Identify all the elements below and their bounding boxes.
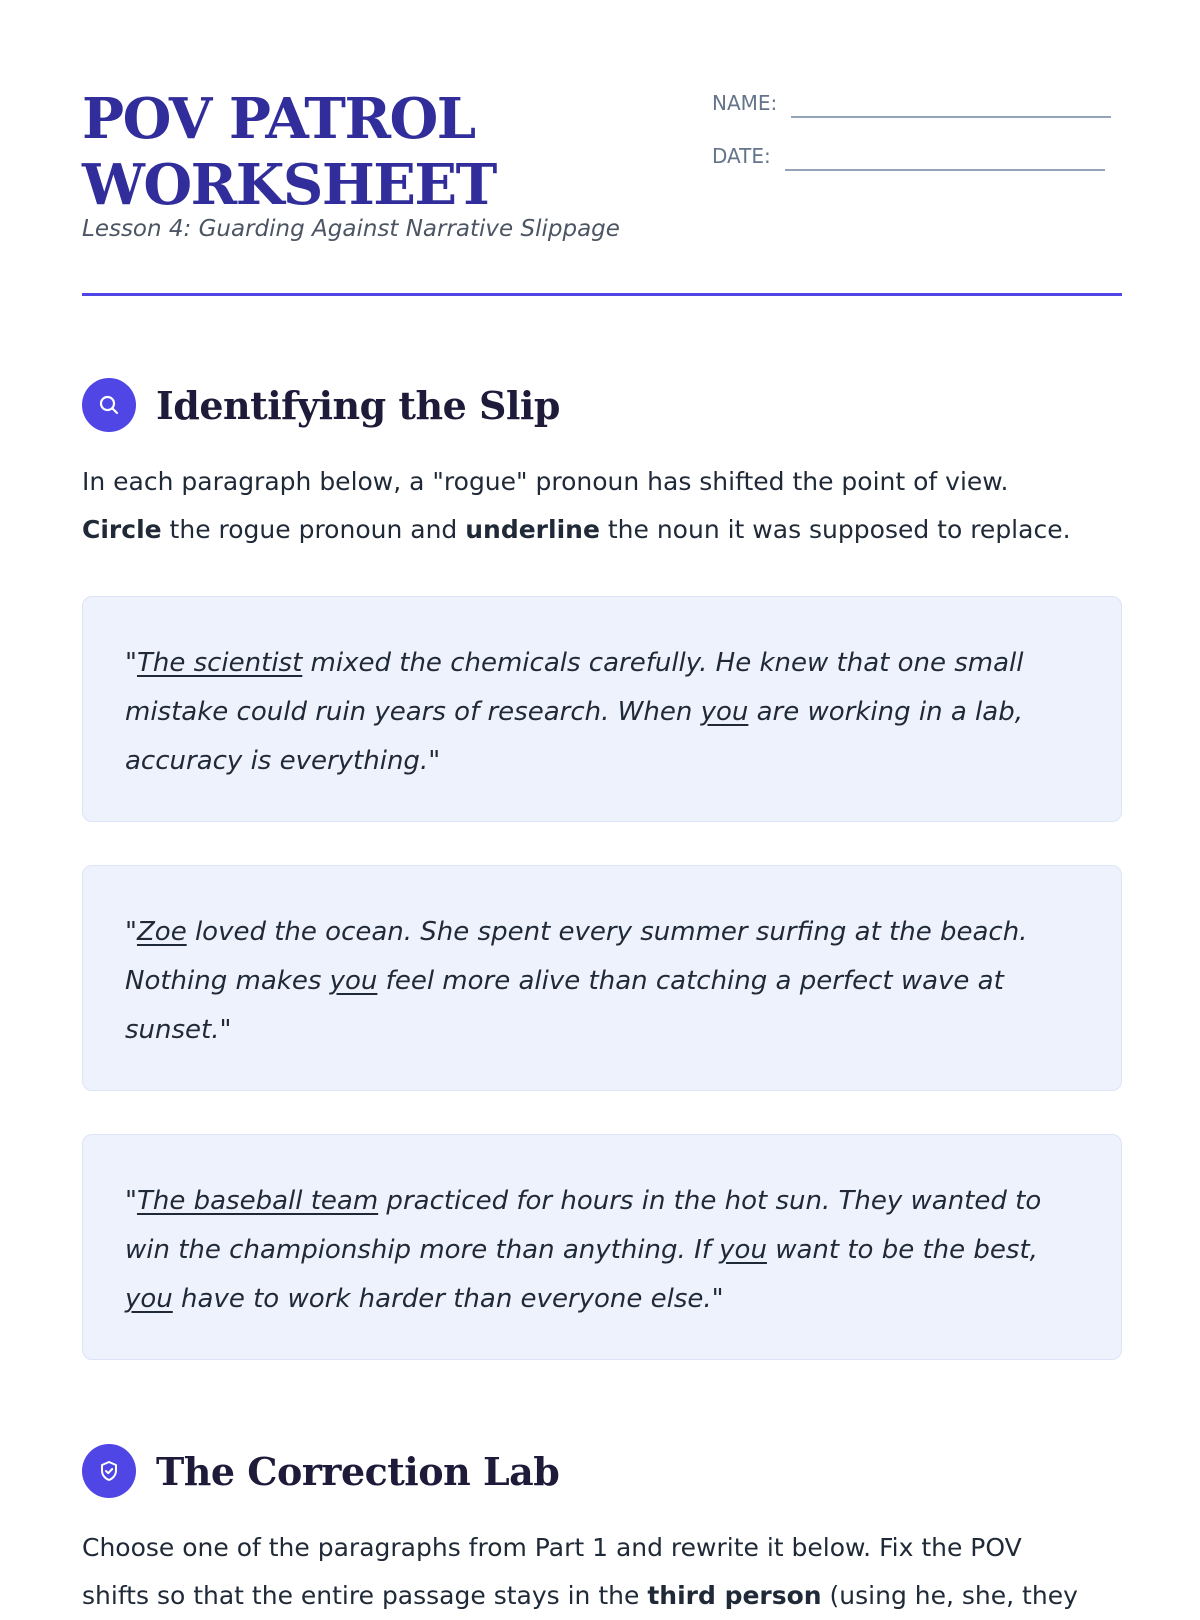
passage-card-3 xyxy=(82,1134,1122,1360)
passage-text: mixed the chemicals carefully. He knew that one small mistake could ruin years of research. When xyxy=(125,648,1024,727)
date-row xyxy=(712,135,1122,171)
instruction-line-2-end: (using he, she, they xyxy=(821,1581,1078,1610)
passage-card-2 xyxy=(82,865,1122,1091)
page-title xyxy=(82,86,496,218)
target-noun: Zoe xyxy=(136,917,187,947)
worksheet-page xyxy=(82,0,1122,1610)
instruction-line-1: In each paragraph below, a "rogue" pronoun has shifted the point of view. xyxy=(82,467,1009,496)
instruction-end: the noun it was supposed to replace. xyxy=(599,515,1071,544)
passage-card-1 xyxy=(82,596,1122,822)
title-line-1: POV PATROL xyxy=(82,86,475,152)
date-field[interactable] xyxy=(785,145,1105,171)
passage-text: loved the ocean. She spent every summer surfing at the beach. Nothing makes xyxy=(125,917,1028,996)
section-1-instructions xyxy=(82,458,1122,554)
section-1-heading xyxy=(82,378,560,432)
title-line-2: WORKSHEET xyxy=(82,152,496,218)
passage-text: are working in a lab, accuracy is everything." xyxy=(125,697,1023,776)
lesson-subtitle: Lesson 4: Guarding Against Narrative Slippage xyxy=(82,216,620,242)
passage-text: practiced for hours in the hot sun. They wanted to win the championship more than anything. If xyxy=(125,1186,1042,1265)
instruction-third-person: third person xyxy=(647,1581,822,1610)
section-1-title: Identifying the Slip xyxy=(156,382,560,428)
name-field[interactable] xyxy=(791,92,1111,118)
rogue-pronoun: you xyxy=(329,966,378,996)
passage-text: want to be the best, xyxy=(766,1235,1038,1265)
rogue-pronoun: you xyxy=(719,1235,767,1265)
instruction-mid: the rogue pronoun and xyxy=(161,515,466,544)
name-label: NAME: xyxy=(712,91,778,115)
name-row xyxy=(712,82,1122,118)
target-noun: The baseball team xyxy=(136,1186,379,1216)
worksheet-header xyxy=(82,0,1122,300)
open-quote: " xyxy=(125,917,137,947)
rogue-pronoun: you xyxy=(125,1284,173,1314)
section-2-title: The Correction Lab xyxy=(156,1448,560,1494)
student-info xyxy=(712,82,1122,188)
passage-text: have to work harder than everyone else." xyxy=(172,1284,724,1314)
section-2-heading xyxy=(82,1444,559,1498)
instruction-line-1: Choose one of the paragraphs from Part 1 and rewrite it below. Fix the POV xyxy=(82,1533,1022,1562)
target-noun: The scientist xyxy=(136,648,303,678)
rogue-pronoun: you xyxy=(700,697,749,727)
shield-icon xyxy=(82,1444,136,1498)
header-divider xyxy=(82,293,1122,296)
instruction-line-2-start: shifts so that the entire passage stays in the xyxy=(82,1581,648,1610)
open-quote: " xyxy=(125,648,137,678)
open-quote: " xyxy=(125,1186,137,1216)
date-label: DATE: xyxy=(712,144,771,168)
instruction-underline: underline xyxy=(465,515,600,544)
search-icon xyxy=(82,378,136,432)
section-2-instructions xyxy=(82,1524,1122,1620)
instruction-circle: Circle xyxy=(82,515,162,544)
passage-text: feel more alive than catching a perfect wave at sunset." xyxy=(125,966,1004,1045)
